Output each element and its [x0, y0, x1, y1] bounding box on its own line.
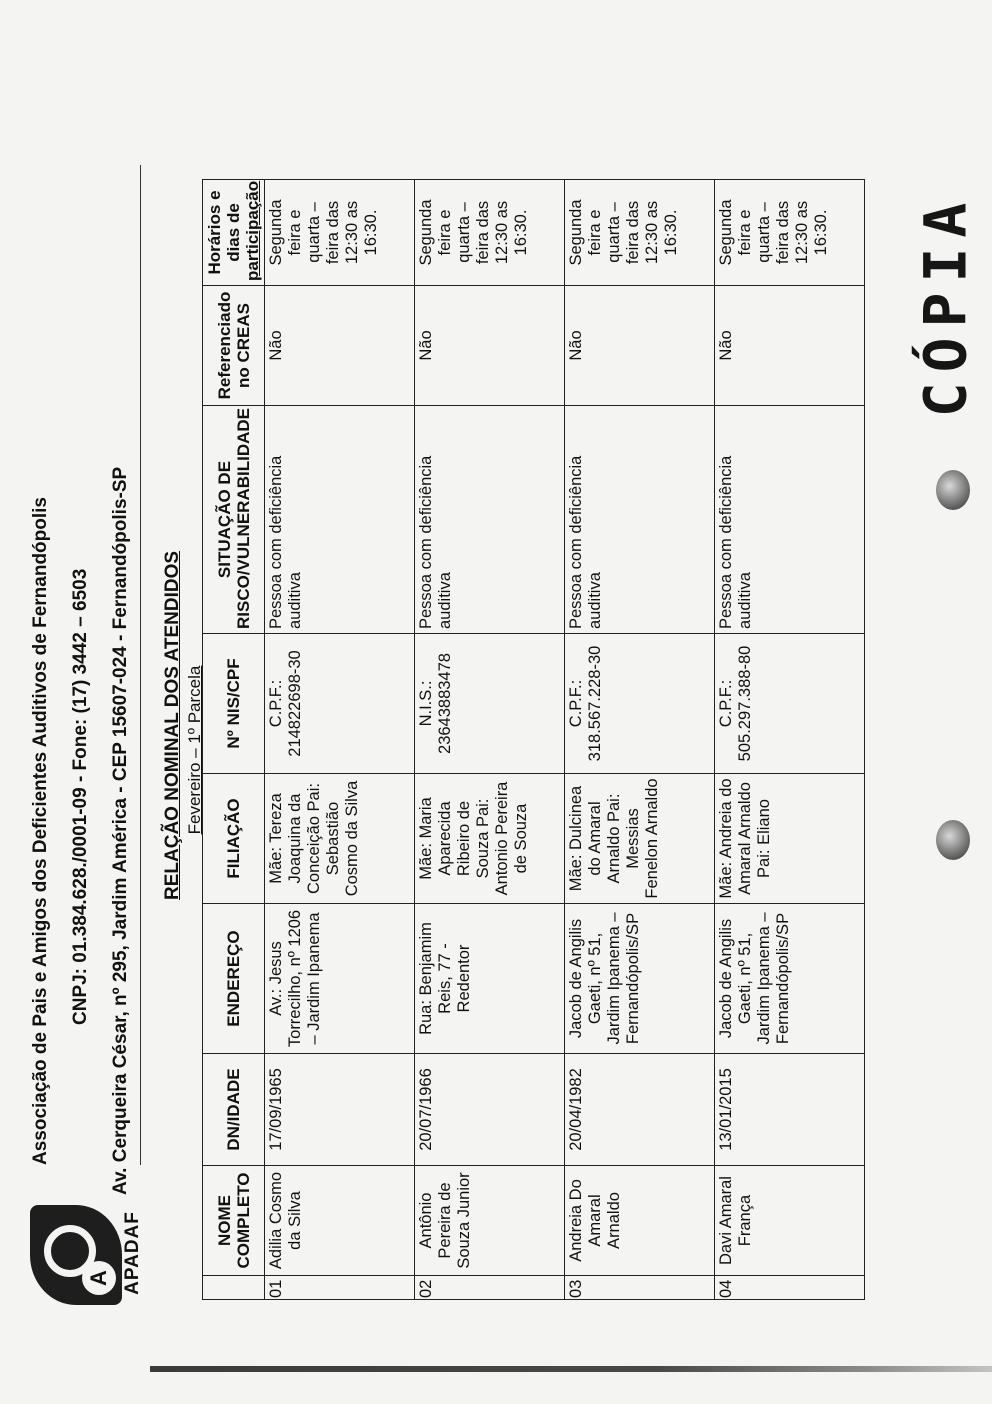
row-dob: 20/07/1966	[415, 1054, 565, 1166]
row-parents: Mãe: Dulcinea do Amaral Arnaldo Pai: Messias Fenelon Arnaldo	[565, 774, 715, 904]
col-header-address: ENDEREÇO	[203, 904, 265, 1054]
row-dob: 20/04/1982	[565, 1054, 715, 1166]
row-name: Adilia Cosmo da Silva	[265, 1166, 415, 1276]
row-creas: Não	[565, 286, 715, 406]
ear-logo-icon: A	[30, 1205, 122, 1305]
logo-wordmark: APADAF	[122, 1211, 143, 1295]
scanner-edge-shadow	[150, 1366, 992, 1372]
table-row	[715, 180, 865, 1300]
report-title: RELAÇÃO NOMINAL DOS ATENDIDOS	[162, 550, 183, 900]
col-header-parents: FILIAÇÃO	[203, 774, 265, 904]
copy-stamp-text: CÓPIA	[911, 192, 980, 418]
report-subtitle: Fevereiro – 1º Parcela	[185, 665, 204, 835]
letterhead	[30, 165, 170, 1325]
punch-hole-top	[936, 470, 970, 510]
table-row	[265, 180, 415, 1300]
report-heading	[162, 550, 205, 900]
row-schedule: Segunda feira e quarta – feira das 12:30 as 16:30.	[415, 180, 565, 286]
table-row	[565, 180, 715, 1300]
row-number: 01	[265, 1276, 415, 1300]
row-number: 02	[415, 1276, 565, 1300]
row-document: C.P.F.: 214822698-30	[265, 634, 415, 774]
apadaf-logo	[30, 1185, 142, 1305]
table-header-row	[203, 180, 265, 1300]
row-name: Davi Amaral França	[715, 1166, 865, 1276]
row-address: Jacob de Angilis Gaeti, nº 51, Jardim Ipanema – Fernandópolis/SP	[715, 904, 865, 1054]
row-dob: 13/01/2015	[715, 1054, 865, 1166]
org-name: Associação de Pais e Amigos dos Deficientes Auditivos de Fernandópolis	[30, 497, 51, 1165]
row-address: Jacob de Angilis Gaeti, nº 51, Jardim Ipanema – Fernandópolis/SP	[565, 904, 715, 1054]
row-document: C.P.F.: 505.297.388-80	[715, 634, 865, 774]
row-document: C.P.F.: 318.567.228-30	[565, 634, 715, 774]
row-parents: Mãe: Andreia do Amaral Arnaldo Pai: Eliano	[715, 774, 865, 904]
header-divider	[140, 165, 141, 1165]
row-schedule: Segunda feira e quarta – feira das 12:30 as 16:30.	[265, 180, 415, 286]
row-address: Av.: Jesus Torrecilho, nº 1206 – Jardim Ipanema	[265, 904, 415, 1054]
row-creas: Não	[715, 286, 865, 406]
punch-hole-bottom	[936, 820, 970, 860]
row-name: Andreia Do Amaral Arnaldo	[565, 1166, 715, 1276]
row-number: 04	[715, 1276, 865, 1300]
copy-stamp	[905, 190, 985, 420]
row-parents: Mãe: Maria Aparecida Ribeiro de Souza Pai: Antonio Pereira de Souza	[415, 774, 565, 904]
row-creas: Não	[265, 286, 415, 406]
row-schedule: Segunda feira e quarta – feira das 12:30 as 16:30.	[565, 180, 715, 286]
row-situation: Pessoa com deficiência auditiva	[415, 406, 565, 634]
col-header-nis-cpf: Nº NIS/CPF	[203, 634, 265, 774]
row-number: 03	[565, 1276, 715, 1300]
col-header-dob: DN/IDADE	[203, 1054, 265, 1166]
col-header-creas: Referenciado no CREAS	[203, 286, 265, 406]
row-dob: 17/09/1965	[265, 1054, 415, 1166]
row-parents: Mãe: Tereza Joaquina da Conceição Pai: Sebastião Cosmo da Silva	[265, 774, 415, 904]
org-cnpj-phone: CNPJ: 01.384.628./0001-09 - Fone: (17) 3442 – 6503	[70, 568, 91, 1025]
attendees-table	[202, 179, 865, 1300]
table-row	[415, 180, 565, 1300]
document-sheet	[10, 160, 890, 1340]
col-header-name: NOME COMPLETO	[203, 1166, 265, 1276]
row-situation: Pessoa com deficiência auditiva	[265, 406, 415, 634]
row-name: Antônio Pereira de Souza Junior	[415, 1166, 565, 1276]
row-schedule: Segunda feira e quarta – feira das 12:30 as 16:30.	[715, 180, 865, 286]
row-situation: Pessoa com deficiência auditiva	[715, 406, 865, 634]
row-address: Rua: Benjamim Reis, 77 - Redentor	[415, 904, 565, 1054]
org-address: Av. Cerqueira César, nº 295, Jardim América - CEP 15607-024 - Fernandópolis-SP	[110, 466, 131, 1195]
col-header-situation: SITUAÇÃO DE RISCO/VULNERABILIDADE	[203, 406, 265, 634]
col-header-number	[203, 1276, 265, 1300]
row-creas: Não	[415, 286, 565, 406]
row-situation: Pessoa com deficiência auditiva	[565, 406, 715, 634]
col-header-schedule: Horários e dias de participação	[203, 180, 265, 286]
row-document: N.I.S.: 23643883478	[415, 634, 565, 774]
